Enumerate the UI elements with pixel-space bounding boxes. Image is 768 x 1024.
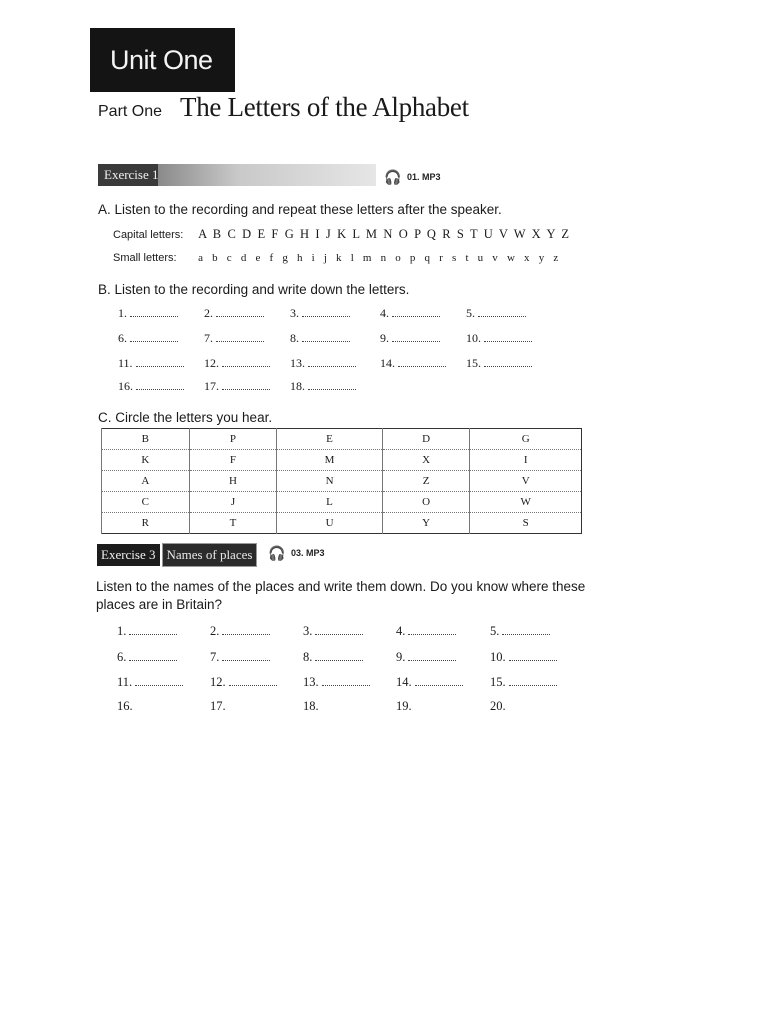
answer-number: 4. bbox=[380, 306, 389, 320]
answer-blank-item[interactable] bbox=[380, 306, 440, 321]
exercise-3-audio[interactable] bbox=[268, 545, 324, 562]
grid-letter-cell[interactable]: O bbox=[382, 492, 470, 513]
place-answer-number: 9. bbox=[396, 650, 406, 664]
answer-number: 6. bbox=[118, 331, 127, 345]
section-a-instruction: A. Listen to the recording and repeat these letters after the speaker. bbox=[98, 202, 502, 217]
answer-number: 2. bbox=[204, 306, 213, 320]
exercise-3-tag: Exercise 3 bbox=[97, 544, 160, 566]
place-answer-number: 7. bbox=[210, 650, 220, 664]
answer-blank-item[interactable] bbox=[380, 356, 446, 371]
grid-letter-cell[interactable]: B bbox=[102, 429, 190, 450]
answer-blank-item[interactable] bbox=[466, 331, 532, 346]
answer-blank-item[interactable] bbox=[204, 306, 264, 321]
grid-letter-cell[interactable]: K bbox=[102, 450, 190, 471]
small-letters-label: Small letters: bbox=[113, 252, 177, 264]
grid-row bbox=[102, 429, 582, 450]
answer-blank-item[interactable] bbox=[466, 306, 526, 321]
place-answer-number: 4. bbox=[396, 624, 406, 638]
place-answer-line[interactable] bbox=[315, 650, 363, 661]
answer-number: 17. bbox=[204, 379, 219, 393]
grid-letter-cell[interactable]: L bbox=[277, 492, 383, 513]
answer-line[interactable] bbox=[136, 379, 184, 390]
place-answer-number: 1. bbox=[117, 624, 127, 638]
small-letters: a b c d e f g h i j k l m n o p q r s t u v w x y z bbox=[198, 252, 562, 264]
place-answer-item[interactable] bbox=[210, 699, 226, 714]
place-answer-item[interactable] bbox=[303, 699, 319, 714]
grid-letter-cell[interactable]: Z bbox=[382, 471, 470, 492]
place-answer-line[interactable] bbox=[129, 624, 177, 635]
grid-row bbox=[102, 513, 582, 534]
headphones-icon: 🎧 bbox=[384, 169, 402, 185]
place-answer-number: 13. bbox=[303, 675, 319, 689]
place-answer-item[interactable] bbox=[303, 624, 363, 639]
exercise-1-tag: Exercise 1 bbox=[104, 167, 159, 182]
place-answer-item[interactable] bbox=[396, 650, 456, 665]
exercise-3-instruction: Listen to the names of the places and write them down. Do you know where these places are in Britain? bbox=[96, 579, 586, 612]
place-answer-line[interactable] bbox=[502, 624, 550, 635]
part-label: Part One bbox=[98, 103, 163, 120]
answer-number: 13. bbox=[290, 356, 305, 370]
grid-letter-cell[interactable]: A bbox=[102, 471, 190, 492]
answer-number: 18. bbox=[290, 379, 305, 393]
place-answer-number: 15. bbox=[490, 675, 506, 689]
answer-line[interactable] bbox=[308, 379, 356, 390]
grid-letter-cell[interactable]: H bbox=[189, 471, 277, 492]
place-answer-item[interactable] bbox=[396, 624, 456, 639]
grid-letter-cell[interactable]: J bbox=[189, 492, 277, 513]
answer-line[interactable] bbox=[216, 306, 264, 317]
place-answer-item[interactable] bbox=[210, 650, 270, 665]
place-answer-number: 10. bbox=[490, 650, 506, 664]
answer-number: 10. bbox=[466, 331, 481, 345]
grid-letter-cell[interactable]: M bbox=[277, 450, 383, 471]
answer-line[interactable] bbox=[392, 306, 440, 317]
place-answer-number: 5. bbox=[490, 624, 500, 638]
answer-line[interactable] bbox=[484, 331, 532, 342]
place-answer-line[interactable] bbox=[135, 675, 183, 686]
place-answer-number: 17. bbox=[210, 699, 226, 713]
answer-number: 5. bbox=[466, 306, 475, 320]
small-letters-row bbox=[113, 250, 561, 265]
place-answer-line[interactable] bbox=[509, 675, 557, 686]
grid-letter-cell[interactable]: X bbox=[382, 450, 470, 471]
place-answer-item[interactable] bbox=[303, 650, 363, 665]
grid-letter-cell[interactable]: F bbox=[189, 450, 277, 471]
answer-line[interactable] bbox=[216, 331, 264, 342]
grid-letter-cell[interactable]: R bbox=[102, 513, 190, 534]
answer-blank-item[interactable] bbox=[118, 379, 184, 394]
exercise-3-name: Names of places bbox=[162, 543, 258, 567]
place-answer-line[interactable] bbox=[408, 650, 456, 661]
place-answer-line[interactable] bbox=[229, 675, 277, 686]
answer-number: 11. bbox=[118, 356, 133, 370]
answer-number: 3. bbox=[290, 306, 299, 320]
capital-letters: A B C D E F G H I J K L M N O P Q R S T U V W X Y Z bbox=[198, 227, 571, 241]
place-answer-number: 3. bbox=[303, 624, 313, 638]
answer-line[interactable] bbox=[302, 306, 350, 317]
answer-line[interactable] bbox=[222, 379, 270, 390]
exercise-1-audio[interactable] bbox=[384, 169, 440, 186]
grid-letter-cell[interactable]: I bbox=[470, 450, 582, 471]
place-answer-item[interactable] bbox=[490, 699, 506, 714]
answer-line[interactable] bbox=[392, 331, 440, 342]
answer-blank-item[interactable] bbox=[466, 356, 532, 371]
answer-blank-item[interactable] bbox=[290, 331, 350, 346]
exercise-1-audio-label: 01. MP3 bbox=[406, 171, 441, 182]
place-answer-item[interactable] bbox=[490, 650, 557, 665]
grid-letter-cell[interactable]: T bbox=[189, 513, 277, 534]
place-answer-item[interactable] bbox=[303, 675, 370, 690]
exercise-1-header bbox=[98, 164, 376, 186]
unit-title: Unit One bbox=[90, 28, 235, 92]
place-answer-number: 2. bbox=[210, 624, 220, 638]
place-answer-item[interactable] bbox=[117, 624, 177, 639]
section-c-instruction: C. Circle the letters you hear. bbox=[98, 410, 273, 425]
answer-blank-item[interactable] bbox=[204, 379, 270, 394]
answer-number: 7. bbox=[204, 331, 213, 345]
place-answer-item[interactable] bbox=[210, 675, 277, 690]
grid-letter-cell[interactable]: V bbox=[470, 471, 582, 492]
place-answer-number: 12. bbox=[210, 675, 226, 689]
answer-number: 1. bbox=[118, 306, 127, 320]
grid-letter-cell[interactable]: C bbox=[102, 492, 190, 513]
answer-blank-item[interactable] bbox=[290, 379, 356, 394]
place-answer-line[interactable] bbox=[222, 650, 270, 661]
place-answer-line[interactable] bbox=[408, 624, 456, 635]
place-answer-item[interactable] bbox=[117, 675, 183, 690]
grid-row bbox=[102, 450, 582, 471]
place-answer-item[interactable] bbox=[490, 624, 550, 639]
exercise-3-header bbox=[97, 543, 257, 565]
place-answer-item[interactable] bbox=[490, 675, 557, 690]
grid-letter-cell[interactable]: S bbox=[470, 513, 582, 534]
place-answer-number: 8. bbox=[303, 650, 313, 664]
grid-letter-cell[interactable]: Y bbox=[382, 513, 470, 534]
headphones-icon: 🎧 bbox=[268, 545, 286, 561]
grid-letter-cell[interactable]: P bbox=[189, 429, 277, 450]
answer-line[interactable] bbox=[130, 331, 178, 342]
grid-letter-cell[interactable]: N bbox=[277, 471, 383, 492]
answer-line[interactable] bbox=[222, 356, 270, 367]
place-answer-number: 20. bbox=[490, 699, 506, 713]
place-answer-line[interactable] bbox=[322, 675, 370, 686]
answer-number: 16. bbox=[118, 379, 133, 393]
grid-letter-cell[interactable]: G bbox=[470, 429, 582, 450]
answer-blank-item[interactable] bbox=[204, 356, 270, 371]
answer-number: 15. bbox=[466, 356, 481, 370]
answer-line[interactable] bbox=[302, 331, 350, 342]
place-answer-line[interactable] bbox=[415, 675, 463, 686]
answer-line[interactable] bbox=[398, 356, 446, 367]
exercise-3-audio-label: 03. MP3 bbox=[290, 547, 325, 558]
answer-number: 14. bbox=[380, 356, 395, 370]
grid-letter-cell[interactable]: U bbox=[277, 513, 383, 534]
letters-grid bbox=[101, 428, 582, 534]
place-answer-line[interactable] bbox=[509, 650, 557, 661]
answer-blank-item[interactable] bbox=[290, 356, 356, 371]
answer-line[interactable] bbox=[308, 356, 356, 367]
place-answer-item[interactable] bbox=[396, 699, 412, 714]
place-answer-number: 6. bbox=[117, 650, 127, 664]
section-b-instruction: B. Listen to the recording and write down the letters. bbox=[98, 282, 410, 297]
answer-blank-item[interactable] bbox=[290, 306, 350, 321]
answer-blank-item[interactable] bbox=[118, 306, 178, 321]
place-answer-number: 18. bbox=[303, 699, 319, 713]
answer-blank-item[interactable] bbox=[204, 331, 264, 346]
place-answer-number: 11. bbox=[117, 675, 133, 689]
grid-row bbox=[102, 492, 582, 513]
grid-row bbox=[102, 471, 582, 492]
answer-blank-item[interactable] bbox=[118, 356, 184, 371]
capital-letters-label: Capital letters: bbox=[113, 229, 184, 241]
grid-letter-cell[interactable]: E bbox=[277, 429, 383, 450]
place-answer-number: 19. bbox=[396, 699, 412, 713]
answer-line[interactable] bbox=[484, 356, 532, 367]
answer-number: 12. bbox=[204, 356, 219, 370]
answer-blank-item[interactable] bbox=[380, 331, 440, 346]
place-answer-number: 16. bbox=[117, 699, 133, 713]
answer-line[interactable] bbox=[478, 306, 526, 317]
place-answer-item[interactable] bbox=[117, 650, 177, 665]
place-answer-line[interactable] bbox=[315, 624, 363, 635]
answer-line[interactable] bbox=[136, 356, 184, 367]
answer-blank-item[interactable] bbox=[118, 331, 178, 346]
part-title: The Letters of the Alphabet bbox=[180, 92, 469, 122]
place-answer-item[interactable] bbox=[210, 624, 270, 639]
place-answer-line[interactable] bbox=[129, 650, 177, 661]
grid-letter-cell[interactable]: W bbox=[470, 492, 582, 513]
place-answer-item[interactable] bbox=[117, 699, 133, 714]
capital-letters-row bbox=[113, 227, 571, 242]
answer-line[interactable] bbox=[130, 306, 178, 317]
answer-number: 8. bbox=[290, 331, 299, 345]
grid-letter-cell[interactable]: D bbox=[382, 429, 470, 450]
place-answer-item[interactable] bbox=[396, 675, 463, 690]
place-answer-line[interactable] bbox=[222, 624, 270, 635]
answer-number: 9. bbox=[380, 331, 389, 345]
place-answer-number: 14. bbox=[396, 675, 412, 689]
